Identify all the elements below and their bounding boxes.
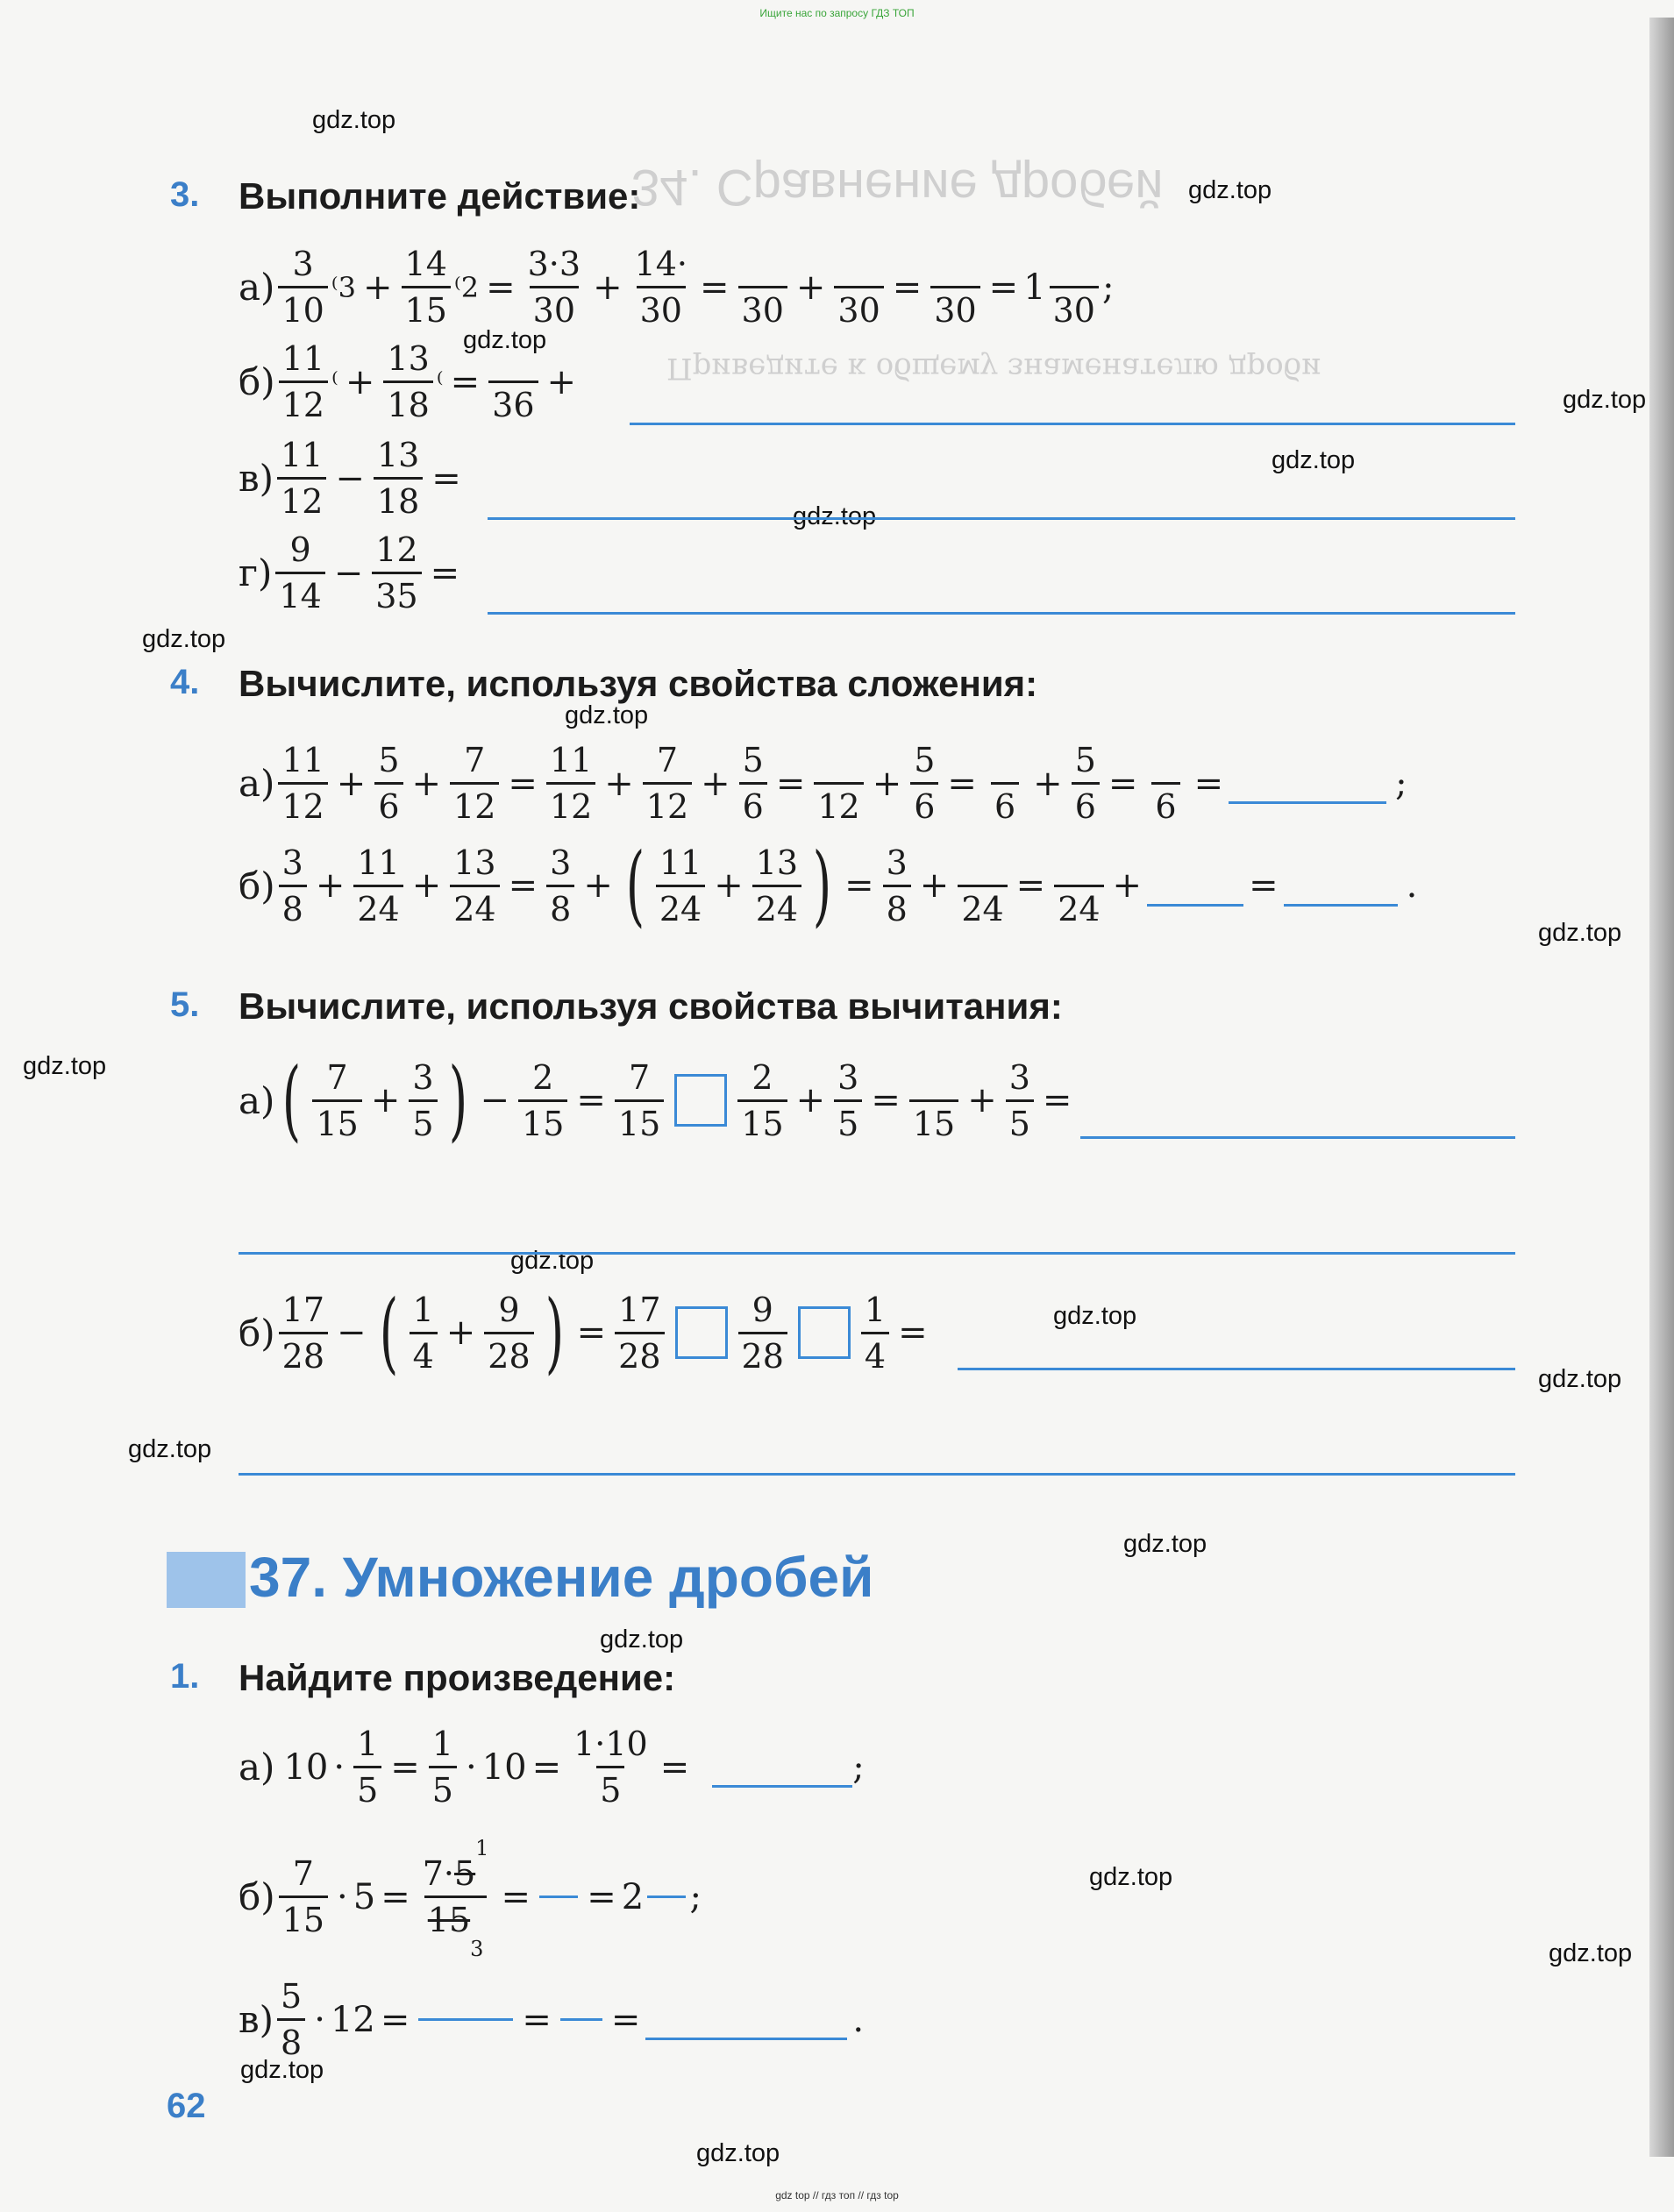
task-title: Выполните действие: — [239, 175, 641, 217]
equation-5b: б) $\frac{17}{28}$ − ( $\frac{1}{4}$ + $\frac{9}{28}$ ) = $\frac{17}{28}$ $\frac{9}{28}$ $\frac{1}{4}$ = — [239, 1281, 928, 1383]
answer-line[interactable] — [1147, 904, 1243, 907]
fraction: $\frac{9}{28}$ — [738, 1293, 787, 1373]
watermark: gdz.top — [23, 1052, 107, 1080]
answer-line[interactable] — [488, 612, 1515, 615]
task-number: 3. — [170, 175, 200, 214]
item-label: б) — [239, 360, 275, 403]
item-label: в) — [239, 1998, 274, 2041]
fraction: $\frac{1}{5}$ — [429, 1727, 457, 1807]
answer-line[interactable] — [958, 1368, 1515, 1370]
fraction: $\frac{1}{4}$ — [410, 1293, 438, 1373]
fraction: $\frac{5}{6}$ — [739, 743, 767, 823]
section-title: 37. Умножение дробей — [249, 1546, 874, 1609]
fraction: $\frac{3}{5}$ — [1006, 1061, 1034, 1141]
equation-4a: а) $\frac{11}{12}$ + $\frac{5}{6}$ + $\frac{7}{12}$ = $\frac{11}{12}$ + $\frac{7}{12}$ + $\frac{5}{6}$ = 12 + $\frac{5}{6}$ = 6 + $\frac{5}{6}$ = 6 = ; — [239, 741, 1407, 826]
fraction-answer-blank: 6 — [1146, 743, 1185, 823]
task-title: Вычислите, используя свойства сложения: — [239, 663, 1038, 704]
watermark: gdz.top — [1123, 1530, 1207, 1558]
equation-3c: в) $\frac{11}{12}$ − $\frac{13}{18}$ = — [239, 436, 461, 521]
fraction: $\frac{12}{35}$ — [372, 533, 421, 613]
fraction-answer-blank: 6 — [986, 743, 1024, 823]
fraction: $\frac{7}{15}$ — [615, 1061, 664, 1141]
fraction-answer-blank: 36 — [488, 342, 538, 422]
fraction: $\frac{3}{5}$ — [834, 1061, 862, 1141]
fraction: $\frac{11}{12}$ — [278, 743, 327, 823]
item-label: а) — [239, 266, 275, 309]
fraction: $\frac{2}{15}$ — [518, 1061, 567, 1141]
fraction-answer-blank — [418, 1980, 513, 2059]
fraction: $\frac{13}{18}$ — [374, 438, 423, 518]
watermark: gdz.top — [1089, 1863, 1173, 1891]
watermark: gdz.top — [696, 2139, 780, 2167]
page-number: 62 — [167, 2087, 206, 2125]
fraction-answer-blank — [647, 1857, 686, 1937]
fraction: $\frac{9}{28}$ — [484, 1293, 533, 1373]
watermark: gdz.top — [1549, 1939, 1633, 1967]
item-label: б) — [239, 1875, 275, 1918]
watermark: gdz.top — [565, 701, 649, 729]
fraction-answer-blank: 30 — [834, 247, 883, 327]
operator-input-box[interactable] — [675, 1306, 728, 1359]
fraction: $\frac{2}{15}$ — [737, 1061, 787, 1141]
fraction: $\frac{14}{15}$ — [402, 247, 451, 327]
fraction: $\frac{13}{24}$ — [752, 846, 801, 926]
watermark: gdz.top — [312, 106, 396, 134]
fraction: $\frac{13}{24}$ — [450, 846, 499, 926]
fraction: $\frac{5}{6}$ — [910, 743, 938, 823]
operator-input-box[interactable] — [674, 1074, 727, 1127]
fraction: $\frac{11}{12}$ — [277, 438, 326, 518]
answer-line[interactable] — [488, 517, 1515, 520]
item-label: г) — [239, 551, 273, 594]
bottom-footer[interactable]: gdz top // гдз топ // гдз top — [775, 2189, 899, 2201]
fraction-answer-blank: 24 — [958, 846, 1007, 926]
equation-1c: в) $\frac{5}{8}$ · 12 = = = . — [239, 1977, 865, 2062]
answer-line[interactable] — [645, 2038, 847, 2040]
equation-1a: а) 10 · $\frac{1}{5}$ = $\frac{1}{5}$ · 10 = $\frac{1\cdot 10}{5}$ = ; — [239, 1725, 865, 1810]
task-title: Вычислите, используя свойства вычитания: — [239, 985, 1063, 1027]
watermark: gdz.top — [600, 1625, 684, 1654]
fraction: $\frac{13}{18}$ — [383, 342, 432, 422]
watermark: gdz.top — [1538, 919, 1622, 947]
task-number: 5. — [170, 985, 200, 1024]
fraction: $\frac{11}{24}$ — [656, 846, 705, 926]
fraction: $\frac{1\cdot 10}{5}$ — [573, 1725, 648, 1810]
fraction: $\frac{11}{24}$ — [353, 846, 402, 926]
task-number: 4. — [170, 663, 200, 701]
fraction: $\frac{3}{8}$ — [279, 846, 307, 926]
fraction-answer-blank: 12 — [814, 743, 863, 823]
fraction: $\frac{7}{15}$ — [279, 1857, 328, 1937]
answer-line[interactable] — [630, 423, 1515, 425]
fraction-with-cancellation: $\frac{7\cdot 5^1}{15_3}$ — [422, 1836, 489, 1961]
fraction: $\frac{14\cdot}{30}$ — [634, 245, 688, 330]
watermark: gdz.top — [240, 2056, 324, 2084]
item-label: б) — [239, 1311, 275, 1355]
fraction: $\frac{17}{28}$ — [615, 1293, 664, 1373]
fraction: $\frac{1}{4}$ — [861, 1293, 889, 1373]
answer-line[interactable] — [239, 1252, 1515, 1255]
fraction: $\frac{1}{5}$ — [353, 1727, 381, 1807]
watermark: gdz.top — [463, 326, 547, 354]
watermark: gdz.top — [1188, 176, 1272, 204]
fraction: $\frac{5}{6}$ — [1072, 743, 1100, 823]
fraction-answer-blank: 30 — [1050, 247, 1099, 327]
fraction: $\frac{7}{15}$ — [312, 1061, 361, 1141]
answer-line[interactable] — [1080, 1136, 1515, 1139]
fraction: $\frac{3}{5}$ — [409, 1061, 437, 1141]
equation-3d: г) $\frac{9}{14}$ − $\frac{12}{35}$ = — [239, 530, 460, 615]
watermark: gdz.top — [128, 1435, 212, 1463]
fraction: $\frac{7}{12}$ — [643, 743, 692, 823]
fraction-answer-blank: 15 — [909, 1061, 958, 1141]
answer-line[interactable] — [712, 1785, 852, 1788]
operator-input-box[interactable] — [798, 1306, 851, 1359]
page-edge-shadow — [1649, 18, 1674, 2157]
show-through-heading: 34. Сравнение дробей — [631, 159, 1164, 216]
top-banner[interactable]: Ищите нас по запросу ГДЗ ТОП — [759, 7, 915, 19]
watermark: gdz.top — [142, 625, 226, 653]
fraction: $\frac{9}{14}$ — [275, 533, 324, 613]
section-marker — [167, 1552, 246, 1608]
item-label: в) — [239, 457, 274, 500]
equation-1b: б) $\frac{7}{15}$ · 5 = $\frac{7\cdot 5^1}{15_3}$ = = 2 ; — [239, 1836, 702, 1961]
task-title: Найдите произведение: — [239, 1657, 676, 1698]
fraction: $\frac{11}{12}$ — [546, 743, 595, 823]
watermark: gdz.top — [793, 502, 877, 530]
fraction: $\frac{3\cdot 3}{30}$ — [527, 245, 581, 330]
equation-4b: б) $\frac{3}{8}$ + $\frac{11}{24}$ + $\frac{13}{24}$ = $\frac{3}{8}$ + ( $\frac{11}{24}$ + $\frac{13}{24}$ ) = $\frac{3}{8}$ + 24 = 24 + = . — [239, 834, 1418, 936]
fraction-answer-blank: 24 — [1054, 846, 1103, 926]
task-number: 1. — [170, 1657, 200, 1696]
fraction: $\frac{7}{12}$ — [450, 743, 499, 823]
equation-5a: а) ( $\frac{7}{15}$ + $\frac{3}{5}$ ) − $\frac{2}{15}$ = $\frac{7}{15}$ $\frac{2}{15}$ + $\frac{3}{5}$ = 15 + $\frac{3}{5}$ = — [239, 1049, 1072, 1151]
fraction-answer-blank — [539, 1857, 578, 1937]
watermark: gdz.top — [510, 1247, 595, 1275]
fraction-answer-blank: 30 — [738, 247, 787, 327]
watermark: gdz.top — [1053, 1302, 1137, 1330]
extra-factor: ⁽3 — [331, 270, 357, 304]
equation-3b: б) $\frac{11}{12}$ ⁽ + $\frac{13}{18}$ ⁽ = 36 + — [239, 339, 577, 424]
answer-line[interactable] — [239, 1473, 1515, 1476]
fraction: $\frac{5}{8}$ — [277, 1980, 305, 2059]
watermark: gdz.top — [1272, 446, 1356, 474]
answer-line[interactable] — [1284, 904, 1398, 907]
fraction-answer-blank: 30 — [930, 247, 979, 327]
item-label: б) — [239, 864, 275, 907]
fraction: $\frac{3}{8}$ — [546, 846, 574, 926]
fraction: $\frac{3}{10}$ — [278, 247, 327, 327]
watermark: gdz.top — [1538, 1365, 1622, 1393]
item-label: а) — [239, 1746, 275, 1789]
item-label: а) — [239, 1078, 275, 1122]
fraction: $\frac{11}{12}$ — [279, 342, 328, 422]
fraction-answer-blank — [560, 1980, 602, 2059]
watermark: gdz.top — [1563, 386, 1647, 414]
show-through-text: Приведите к общему знаменателю дроби — [666, 351, 1321, 386]
answer-line[interactable] — [1229, 801, 1386, 804]
equation-3a: а) $\frac{3}{10}$ ⁽3 + $\frac{14}{15}$ ⁽2 = $\frac{3\cdot 3}{30}$ + $\frac{14\cdot}{30}$ = 30 + 30 = 30 = 1 30 ; — [239, 245, 1115, 330]
fraction: $\frac{5}{6}$ — [374, 743, 402, 823]
extra-factor: ⁽2 — [453, 270, 480, 304]
fraction: $\frac{17}{28}$ — [279, 1293, 328, 1373]
item-label: а) — [239, 762, 275, 805]
fraction: $\frac{3}{8}$ — [883, 846, 911, 926]
